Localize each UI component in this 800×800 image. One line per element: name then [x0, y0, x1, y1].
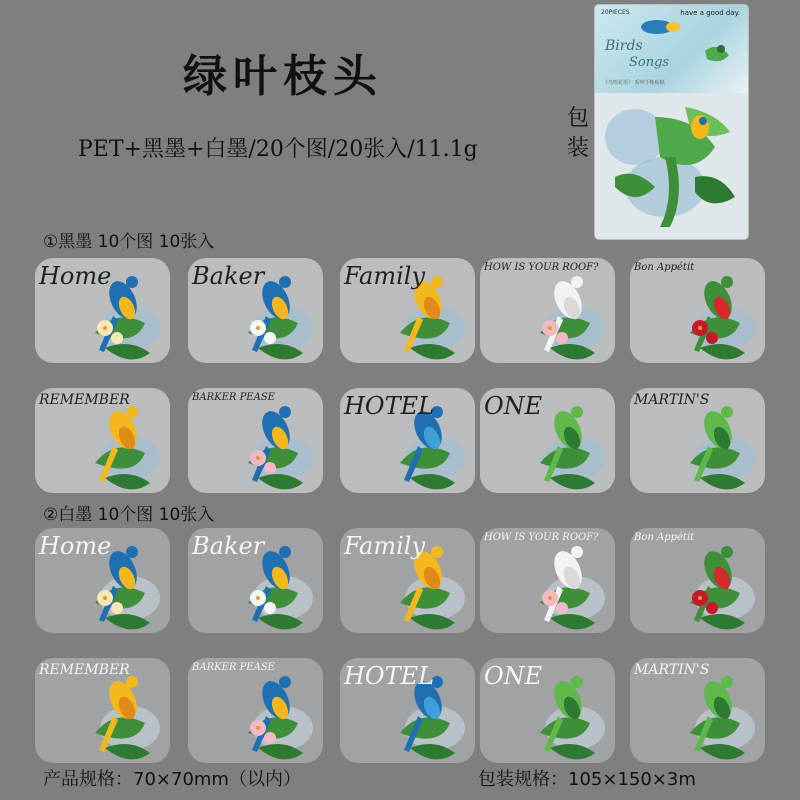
product-spec: PET+黑墨+白墨/20个图/20张入/11.1g: [78, 137, 478, 162]
package-header: [595, 5, 748, 93]
sticker: [35, 258, 170, 363]
sticker-word: REMEMBER: [39, 392, 130, 408]
bird-illustration-icon: [480, 258, 615, 363]
bird-illustration-icon: [630, 258, 765, 363]
section-black-ink-label: ①黑墨 10个图 10张入: [43, 232, 215, 252]
sticker-word: HOTEL: [344, 392, 435, 420]
package-contents: [595, 97, 748, 239]
package-brand-line2: Songs: [629, 55, 670, 70]
sticker-word: BARKER PEASE: [192, 662, 275, 673]
sticker: [630, 658, 765, 763]
sticker-word: MARTIN'S: [634, 662, 710, 678]
sticker-word: ONE: [484, 662, 543, 690]
bird-illustration-icon: [188, 658, 323, 763]
product-size: 产品规格：70×70mm（以内）: [43, 769, 301, 790]
sticker-word: Family: [344, 262, 425, 290]
sticker-word: HOTEL: [344, 662, 435, 690]
sticker: [35, 528, 170, 633]
sticker-word: Baker: [192, 262, 265, 290]
bird-illustration-icon: [188, 388, 323, 493]
sticker: [188, 658, 323, 763]
sticker: [188, 388, 323, 493]
sticker-word: REMEMBER: [39, 662, 130, 678]
sticker-word: Family: [344, 532, 425, 560]
sticker-word: Bon Appétit: [634, 532, 695, 543]
sticker: [35, 388, 170, 493]
sticker: [630, 258, 765, 363]
sticker: [188, 258, 323, 363]
sticker: [340, 658, 475, 763]
package-parrot-icon: [595, 97, 748, 239]
sticker-word: BARKER PEASE: [192, 392, 275, 403]
sticker: [630, 388, 765, 493]
package-subtitle: 《鸟鸣花语》 系列手帐贴纸: [603, 80, 665, 86]
sticker-word: Bon Appétit: [634, 262, 695, 273]
bird-illustration-icon: [480, 528, 615, 633]
sticker: [480, 388, 615, 493]
sticker: [340, 388, 475, 493]
sticker: [35, 658, 170, 763]
sticker: [340, 528, 475, 633]
package-count: 20PIECES: [601, 9, 630, 16]
sticker-word: HOW IS YOUR ROOF?: [484, 532, 599, 543]
sticker-word: ONE: [484, 392, 543, 420]
package-size: 包装规格：105×150×3m: [478, 769, 696, 790]
sticker: [340, 258, 475, 363]
sticker: [188, 528, 323, 633]
sticker: [480, 258, 615, 363]
sticker-word: Home: [39, 262, 112, 290]
sticker-word: Home: [39, 532, 112, 560]
sticker: [480, 658, 615, 763]
sticker-word: Baker: [192, 532, 265, 560]
sticker: [630, 528, 765, 633]
package-greeting: have a good day.: [680, 9, 740, 17]
bird-illustration-icon: [630, 528, 765, 633]
package-label: 包装: [566, 106, 589, 161]
sticker-word: HOW IS YOUR ROOF?: [484, 262, 599, 273]
sticker-word: MARTIN'S: [634, 392, 710, 408]
package-brand-line1: Birds: [605, 38, 643, 54]
package-image: [595, 5, 748, 239]
section-white-ink-label: ②白墨 10个图 10张入: [43, 505, 215, 525]
sticker: [480, 528, 615, 633]
product-title: 绿叶枝头: [183, 51, 383, 102]
